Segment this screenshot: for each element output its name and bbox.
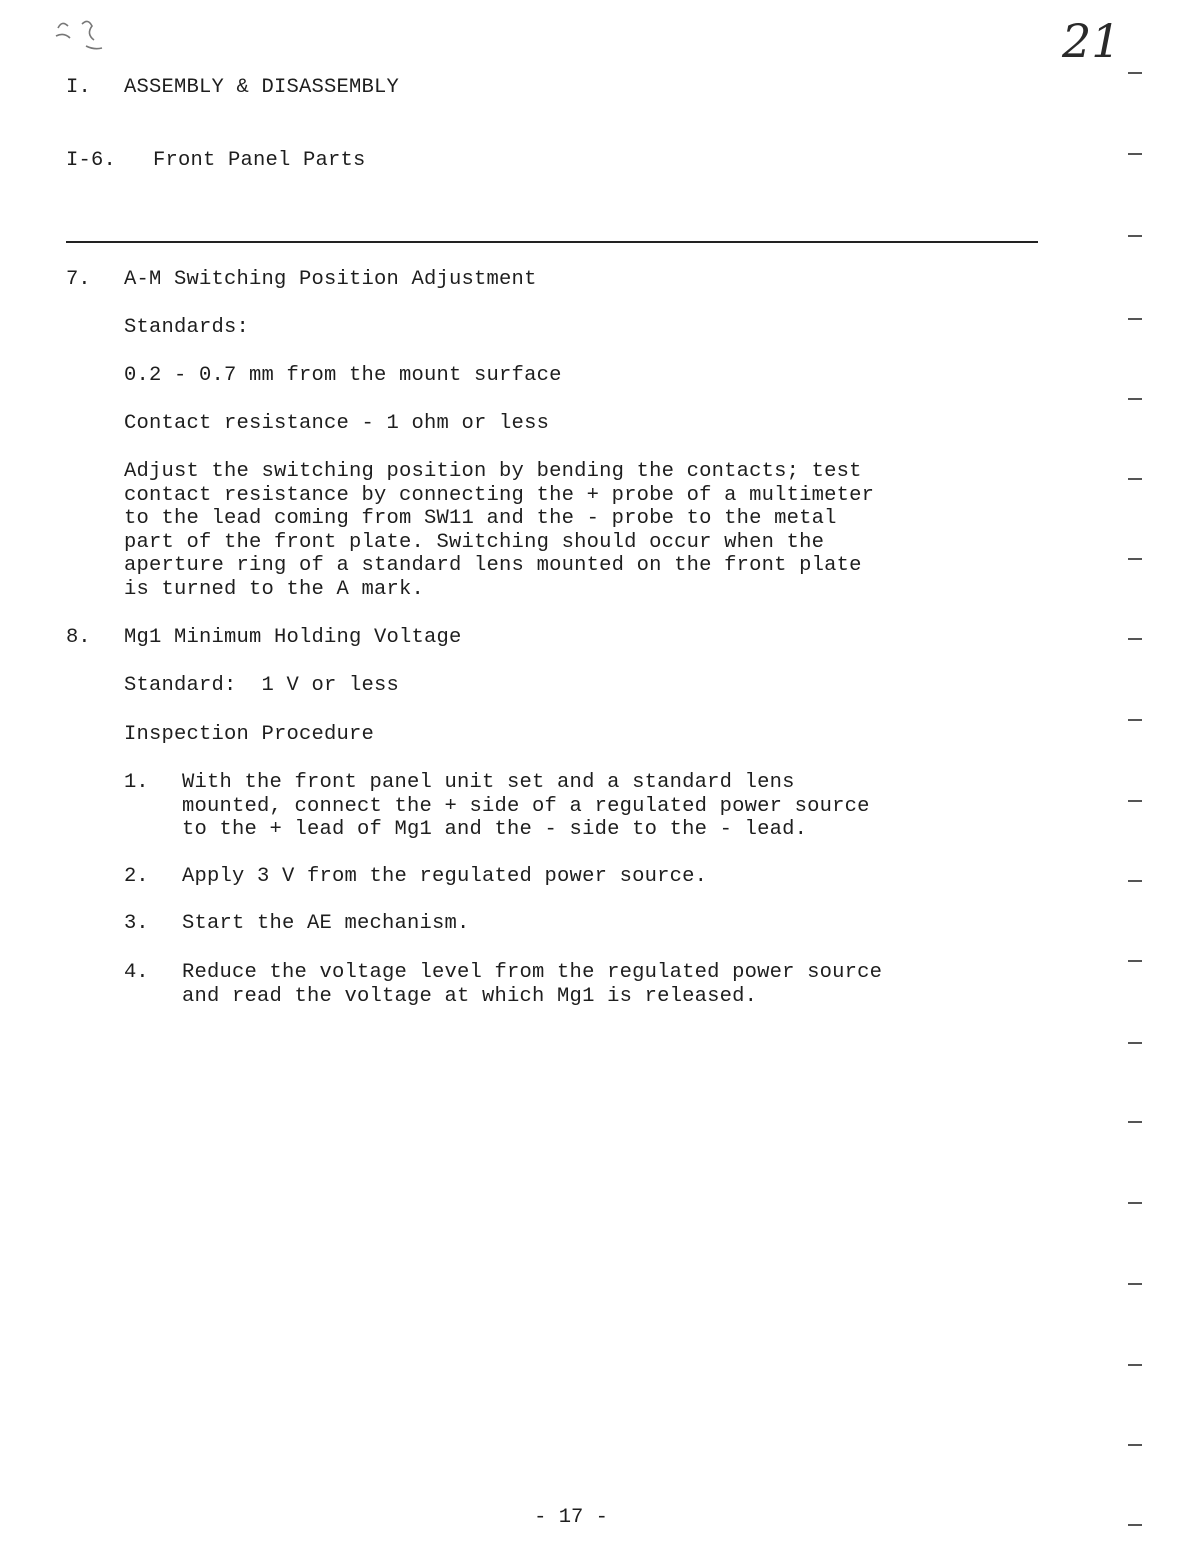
item-7-instructions: Adjust the switching position by bending the contacts; test contact resistance by connecting the + probe of a multimeter to the lead coming from SW11 and the - probe to the metal part of the front plate. Switching should occur when the aperture ring of a standard lens mounted on the front plate is turned to the A mark. xyxy=(124,460,875,601)
section-divider xyxy=(66,241,1038,243)
handwritten-page-number: 21 xyxy=(1062,14,1121,68)
edge-mark xyxy=(1128,558,1142,560)
item-7-standard-resistance: Contact resistance - 1 ohm or less xyxy=(124,412,550,435)
subsection-title: Front Panel Parts xyxy=(153,149,366,172)
section-title: ASSEMBLY & DISASSEMBLY xyxy=(124,76,400,99)
item-7-title: A-M Switching Position Adjustment xyxy=(124,268,537,291)
step-1-text: With the front panel unit set and a standard lens mounted, connect the + side of a regulated power source to the + lead of Mg1 and the - side to the - lead. xyxy=(182,771,870,842)
edge-mark xyxy=(1128,960,1142,962)
item-7-standard-mount: 0.2 - 0.7 mm from the mount surface xyxy=(124,364,562,387)
edge-mark xyxy=(1128,638,1142,640)
item-8-standard: Standard: 1 V or less xyxy=(124,674,400,697)
item-8-title: Mg1 Minimum Holding Voltage xyxy=(124,626,462,649)
edge-mark xyxy=(1128,318,1142,320)
step-2-text: Apply 3 V from the regulated power source. xyxy=(182,865,708,888)
step-1-number: 1. xyxy=(124,771,149,794)
step-2-number: 2. xyxy=(124,865,149,888)
edge-mark xyxy=(1128,398,1142,400)
edge-mark xyxy=(1128,1364,1142,1366)
subsection-number: I-6. xyxy=(66,149,117,172)
edge-mark xyxy=(1128,719,1142,721)
page-number: - 17 - xyxy=(534,1506,608,1529)
edge-mark xyxy=(1128,1202,1142,1204)
margin-scribble xyxy=(52,14,112,58)
edge-mark xyxy=(1128,153,1142,155)
edge-mark xyxy=(1128,72,1142,74)
item-8-procedure-label: Inspection Procedure xyxy=(124,723,375,746)
edge-mark xyxy=(1128,1042,1142,1044)
step-4-text: Reduce the voltage level from the regulated power source and read the voltage at which Mg1 is released. xyxy=(182,961,883,1008)
edge-mark xyxy=(1128,1444,1142,1446)
step-4-number: 4. xyxy=(124,961,149,984)
edge-mark xyxy=(1128,235,1142,237)
edge-mark xyxy=(1128,880,1142,882)
edge-mark xyxy=(1128,1283,1142,1285)
section-number: I. xyxy=(66,76,92,99)
item-8-number: 8. xyxy=(66,626,91,649)
step-3-number: 3. xyxy=(124,912,149,935)
item-7-standards-label: Standards: xyxy=(124,316,250,339)
edge-mark xyxy=(1128,800,1142,802)
edge-mark xyxy=(1128,478,1142,480)
edge-mark xyxy=(1128,1121,1142,1123)
item-7-number: 7. xyxy=(66,268,91,291)
step-3-text: Start the AE mechanism. xyxy=(182,912,470,935)
